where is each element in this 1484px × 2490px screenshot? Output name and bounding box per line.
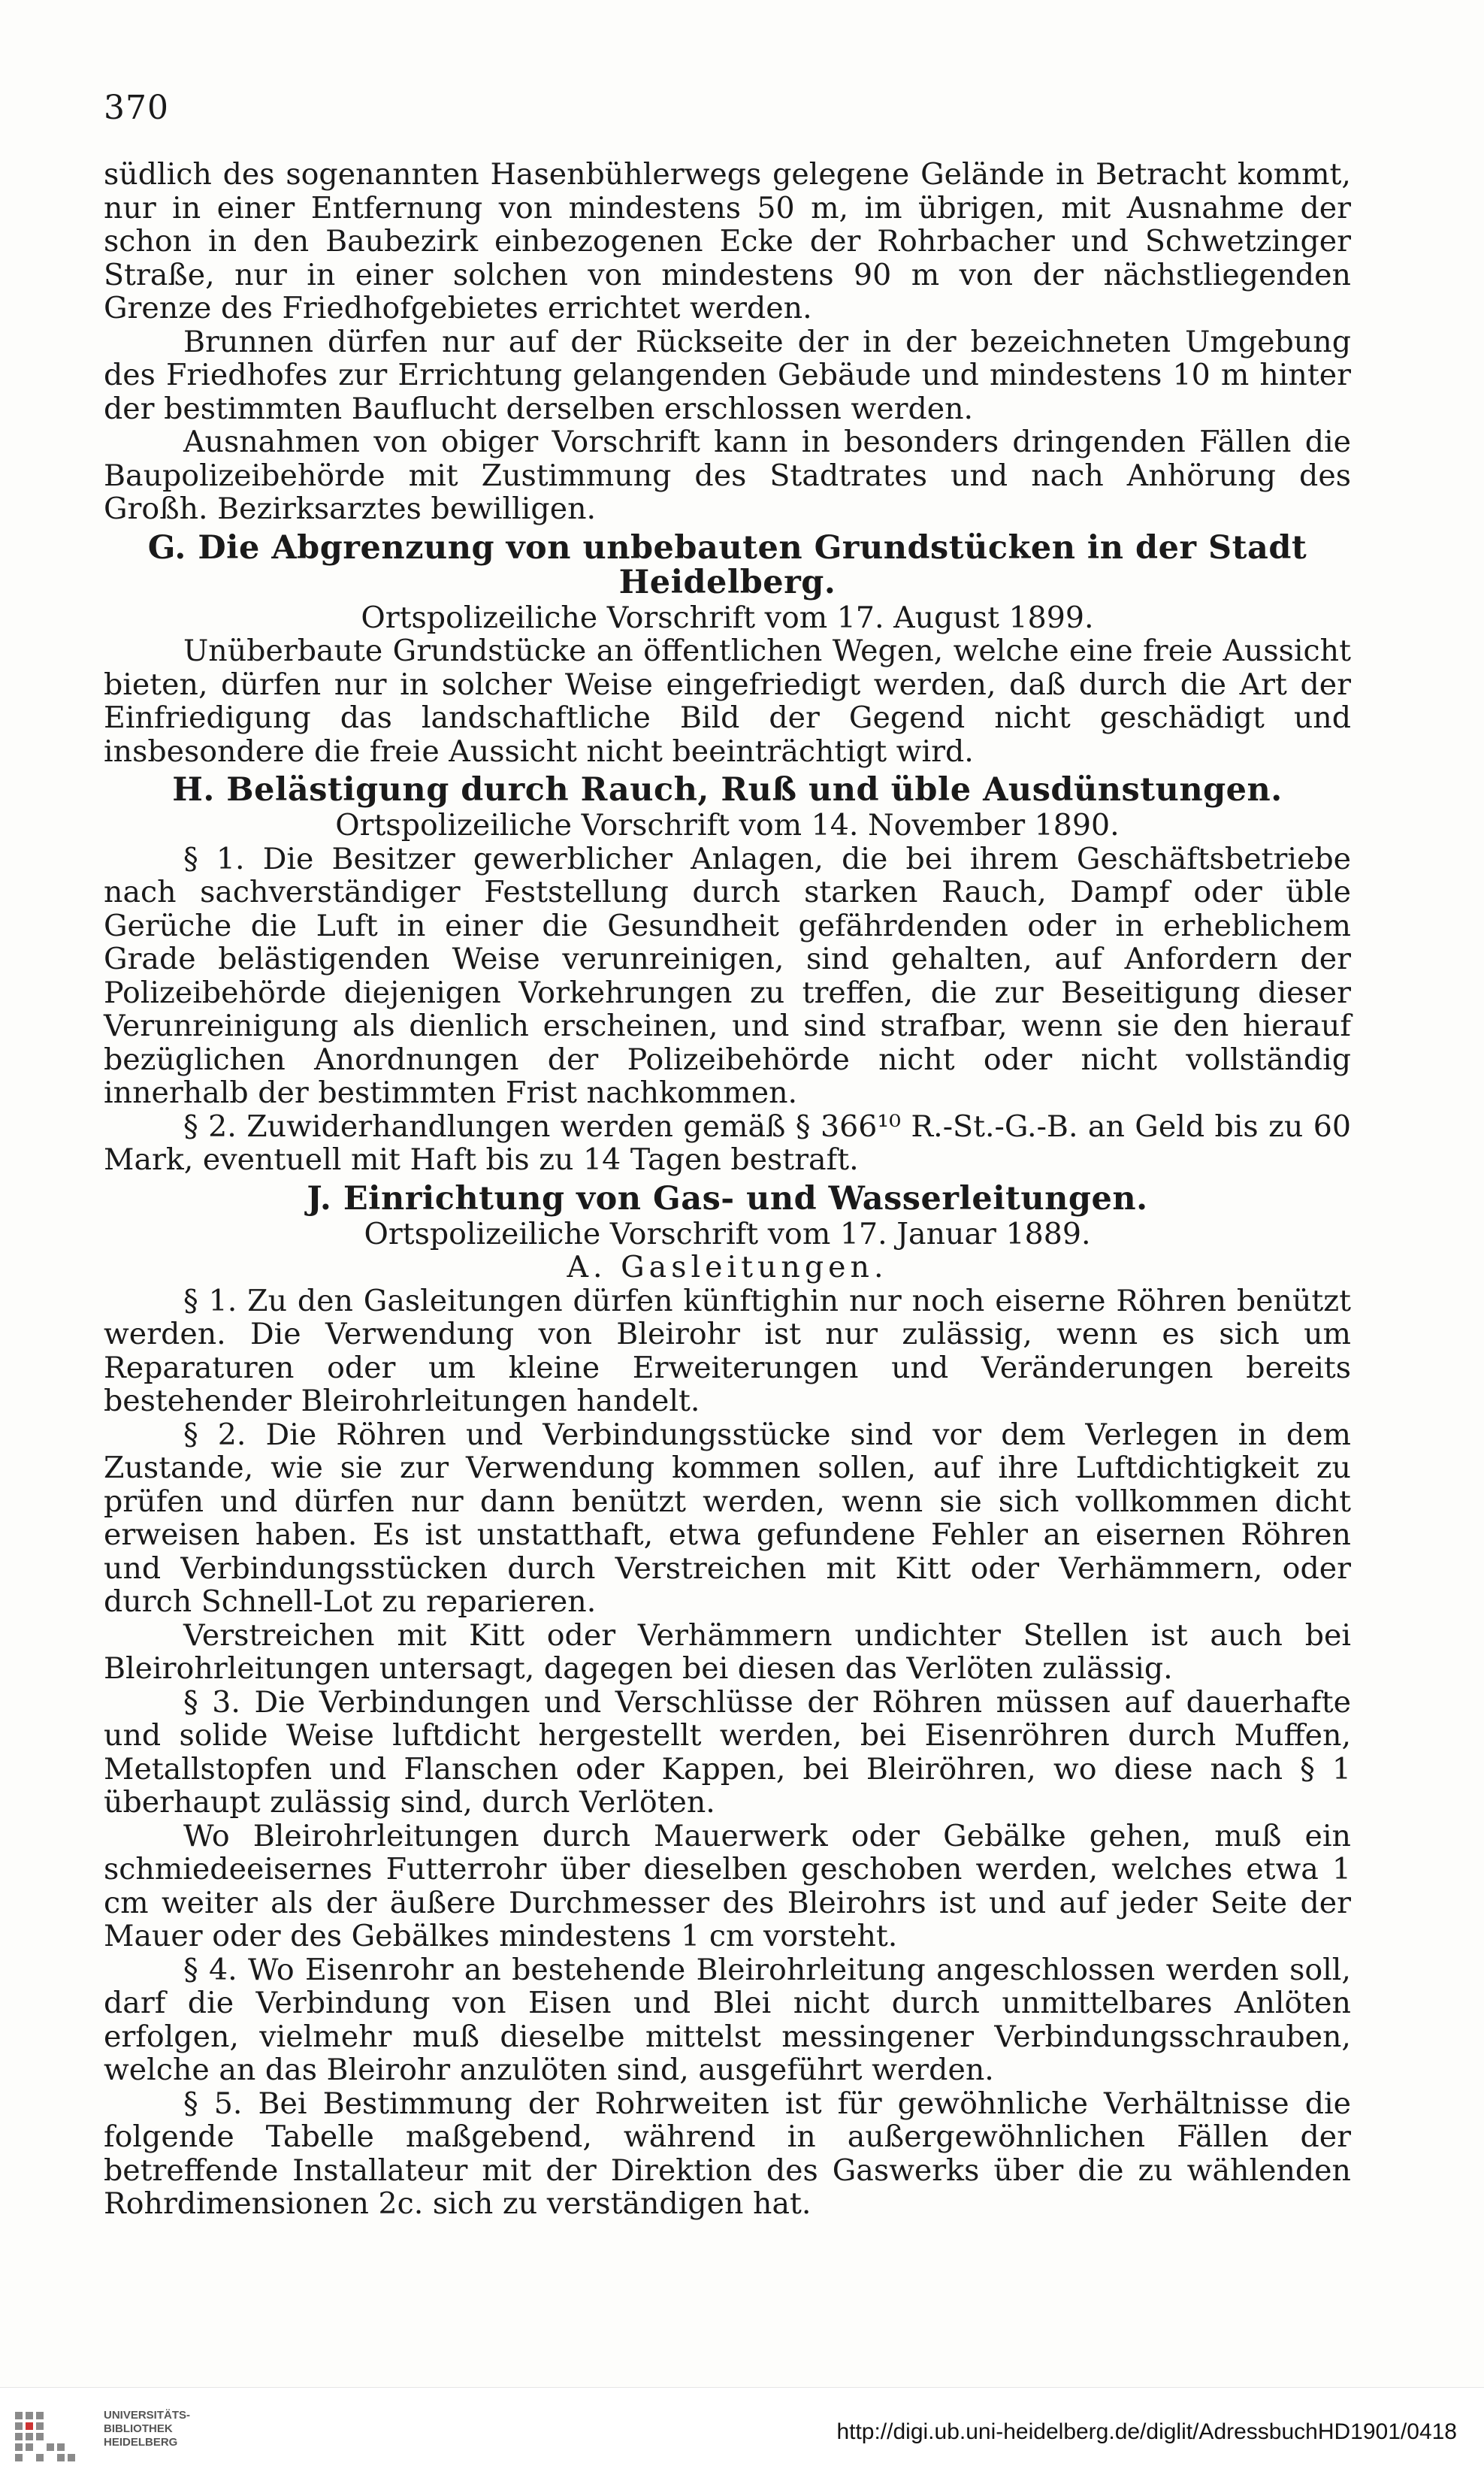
- paragraph: § 3. Die Verbindungen und Verschlüsse der Röhren müssen auf dauerhafte und solide Weise luftdicht hergestellt werden, bei Eisenröhren durch Muffen, Metallstopfen und Flanschen oder Kappen, bei Bleiröhren, wo diese nach § 1 überhaupt zulässig sind, durch Verlöten.: [104, 1684, 1351, 1820]
- paragraph: Unüberbaute Grundstücke an öffentlichen Wegen, welche eine freie Aussicht bieten, dürfen nur in solcher Weise eingefriedigt werden, daß durch die Art der Einfriedigung das landschaftliche Bild der Gegend nicht geschädigt und insbesondere die freie Aussicht nicht beeinträchtigt wird.: [104, 634, 1351, 769]
- paragraph: § 2. Zuwiderhandlungen werden gemäß § 366¹⁰ R.-St.-G.-B. an Geld bis zu 60 Mark, eventuell mit Haft bis zu 14 Tagen bestraft.: [104, 1109, 1351, 1177]
- paragraph: Verstreichen mit Kitt oder Verhämmern undichter Stellen ist auch bei Bleirohrleitungen untersagt, dagegen bei diesen das Verlöten zulässig.: [104, 1617, 1351, 1686]
- paragraph: § 4. Wo Eisenrohr an bestehende Bleirohrleitung angeschlossen werden soll, darf die Verbindung von Eisen und Blei nicht durch unmittelbares Anlöten erfolgen, vielmehr muß dieselbe mittelst messingener Verbindungsschrauben, welche an das Bleirohr anzulöten sind, ausgeführt werden.: [104, 1952, 1351, 2087]
- library-name-line: HEIDELBERG: [104, 2436, 178, 2449]
- library-name: [104, 2409, 190, 2449]
- paragraph: § 2. Die Röhren und Verbindungsstücke sind vor dem Verlegen in dem Zustande, wie sie zur Verwendung kommen sollen, auf ihre Luftdichtigkeit zu prüfen und dürfen nur dann benützt werden, wenn sie sich vollkommen dicht erweisen haben. Es ist unstatthaft, etwa gefundene Fehler an eisernen Röhren und Verbindungsstücken durch Verstreichen mit Kitt oder Verhämmern, oder durch Schnell-Lot zu reparieren.: [104, 1417, 1351, 1619]
- paragraph: § 5. Bei Bestimmung der Rohrweiten ist für gewöhnliche Verhältnisse die folgende Tabelle maßgebend, während in außergewöhnlichen Fällen der betreffende Installateur mit der Direktion des Gaswerks über die zu wählenden Rohrdimensionen 2c. sich zu verständigen hat.: [104, 2086, 1351, 2221]
- library-footer: [0, 2387, 1484, 2490]
- source-url-link[interactable]: http://digi.ub.uni-heidelberg.de/diglit/AdressbuchHD1901/0418: [836, 2419, 1457, 2444]
- university-library-logo-icon: [9, 2404, 99, 2473]
- section-heading-j: J. Einrichtung von Gas- und Wasserleitungen.: [307, 1179, 1148, 1218]
- section-heading-h: H. Belästigung durch Rauch, Ruß und üble Ausdünstungen.: [172, 771, 1283, 809]
- page-body: [104, 158, 1351, 2221]
- paragraph: südlich des sogenannten Hasenbühlerwegs gelegene Gelände in Betracht kommt, nur in einer Entfernung von mindestens 50 m, im übrigen, mit Ausnahme der schon in den Baubezirk einbezogenen Ecke der Rohrbacher und Schwetzinger Straße, nur in einer solchen von mindestens 90 m von der nächstliegenden Grenze des Friedhofgebietes errichtet werden.: [104, 157, 1351, 325]
- page-number: 370: [104, 89, 169, 127]
- paragraph: Ausnahmen von obiger Vorschrift kann in besonders dringenden Fällen die Baupolizeibehörde mit Zustimmung des Stadtrates und nach Anhörung des Großh. Bezirksarztes bewilligen.: [104, 425, 1351, 526]
- section-subheading-h: Ortspolizeiliche Vorschrift vom 14. November 1890.: [335, 808, 1120, 843]
- paragraph: § 1. Zu den Gasleitungen dürfen künftighin nur noch eiserne Röhren benützt werden. Die Verwendung von Bleirohr ist nur zulässig, wenn es sich um Reparaturen oder um kleine Erweiterungen und Veränderungen bereits bestehender Bleirohrleitungen handelt.: [104, 1283, 1351, 1418]
- section-subheading-g: Ortspolizeiliche Vorschrift vom 17. August 1899.: [361, 600, 1094, 635]
- library-name-line: BIBLIOTHEK: [104, 2422, 173, 2435]
- subsection-heading-a: A. Gasleitungen.: [567, 1250, 888, 1284]
- section-subheading-j: Ortspolizeiliche Vorschrift vom 17. Januar 1889.: [364, 1216, 1091, 1251]
- library-name-line: UNIVERSITÄTS-: [104, 2409, 191, 2422]
- paragraph: § 1. Die Besitzer gewerblicher Anlagen, die bei ihrem Geschäftsbetriebe nach sachverständiger Feststellung durch starken Rauch, Dampf oder üble Gerüche die Luft in einer die Gesundheit gefährdenden oder in erheblichem Grade belästigenden Weise verunreinigen, sind gehalten, auf Anfordern der Polizeibehörde diejenigen Vorkehrungen zu treffen, die zur Beseitigung dieser Verunreinigung als dienlich erscheinen, und sind strafbar, wenn sie den hierauf bezüglichen Anordnungen der Polizeibehörde nicht oder nicht vollständig innerhalb der bestimmten Frist nachkommen.: [104, 841, 1351, 1110]
- paragraph: Brunnen dürfen nur auf der Rückseite der in der bezeichneten Umgebung des Friedhofes zur Errichtung gelangenden Gebäude und mindestens 10 m hinter der bestimmten Bauflucht derselben erschlossen werden.: [104, 324, 1351, 426]
- paragraph: Wo Bleirohrleitungen durch Mauerwerk oder Gebälke gehen, muß ein schmiedeeisernes Futterrohr über dieselben geschoben werden, welches etwa 1 cm weiter als der äußere Durchmesser des Bleirohrs ist und auf jeder Seite der Mauer oder des Gebälkes mindestens 1 cm vorsteht.: [104, 1818, 1351, 1953]
- section-heading-g: G. Die Abgrenzung von unbebauten Grundstücken in der Stadt Heidelberg.: [147, 528, 1307, 601]
